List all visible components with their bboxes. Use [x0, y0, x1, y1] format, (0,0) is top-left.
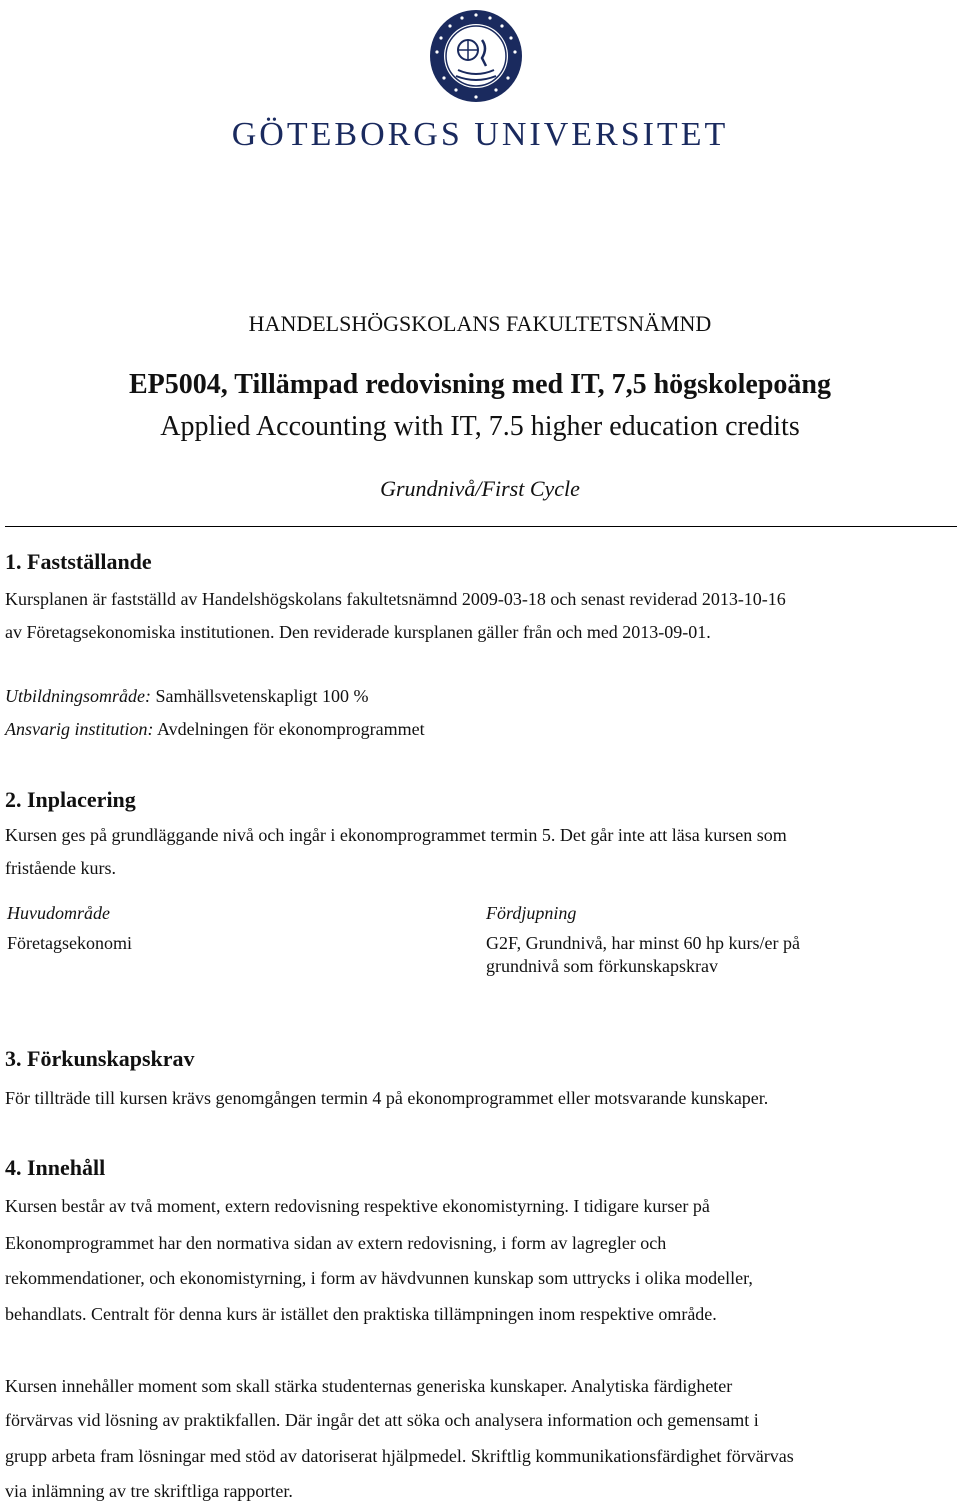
- content-paragraph-line: behandlats. Centralt för denna kurs är istället den praktiska tillämpningen inom respektive område.: [5, 1304, 717, 1324]
- content-paragraph-line: Kursen består av två moment, extern redovisning respektive ekonomistyrning. I tidigare kurser på: [5, 1196, 710, 1216]
- education-field-label: Utbildningsområde:: [5, 686, 151, 706]
- content-paragraph-line: Kursen innehåller moment som skall stärka studenternas generiska kunskaper. Analytiska färdigheter: [5, 1376, 733, 1396]
- course-title-swedish: EP5004, Tillämpad redovisning med IT, 7,5 högskolepoäng: [129, 369, 831, 400]
- university-wordmark: GÖTEBORGS UNIVERSITET: [231, 116, 729, 153]
- header-divider: [5, 526, 957, 527]
- faculty-name: HANDELSHÖGSKOLANS FAKULTETSNÄMND: [248, 311, 712, 336]
- section1-text-line: av Företagsekonomiska institutionen. Den reviderade kursplanen gäller från och med 2013-09-01.: [5, 622, 711, 642]
- content-paragraph-line: via inlämning av tre skriftliga rapporter.: [5, 1481, 293, 1501]
- education-field-value: Samhällsvetenskapligt 100 %: [155, 686, 369, 706]
- depth-value: grundnivå som förkunskapskrav: [486, 956, 718, 976]
- depth-label: Fördjupning: [486, 903, 577, 923]
- main-area-label: Huvudområde: [7, 903, 110, 923]
- section2-text-line: Kursen ges på grundläggande nivå och ingår i ekonomprogrammet termin 5. Det går inte att läsa kursen som: [5, 825, 787, 845]
- section-heading-forkunskapskrav: 3. Förkunskapskrav: [5, 1046, 195, 1071]
- course-title-english: Applied Accounting with IT, 7.5 higher education credits: [160, 411, 800, 442]
- responsible-dept-row: [5, 719, 425, 740]
- content-paragraph-line: grupp arbeta fram lösningar med stöd av datoriserat hjälpmedel. Skriftlig kommunikationsfärdighet förvärvas: [5, 1446, 794, 1466]
- university-seal-logo: [428, 6, 524, 106]
- responsible-dept-value: Avdelningen för ekonomprogrammet: [157, 719, 425, 739]
- section2-text-line: fristående kurs.: [5, 858, 116, 878]
- content-paragraph-line: rekommendationer, och ekonomistyrning, i form av hävdvunnen kunskap som uttrycks i olika modeller,: [5, 1268, 753, 1288]
- section-heading-inplacering: 2. Inplacering: [5, 787, 136, 812]
- content-paragraph-line: Ekonomprogrammet har den normativa sidan av extern redovisning, i form av lagregler och: [5, 1233, 667, 1253]
- main-area-value: Företagsekonomi: [7, 933, 132, 953]
- responsible-dept-label: Ansvarig institution:: [5, 719, 154, 739]
- content-paragraph-line: förvärvas vid lösning av praktikfallen. Där ingår det att söka och analysera information och gemensamt i: [5, 1410, 759, 1430]
- section-heading-innehall: 4. Innehåll: [5, 1155, 106, 1180]
- course-level: Grundnivå/First Cycle: [380, 476, 580, 501]
- section-heading-faststallande: 1. Fastställande: [5, 549, 152, 574]
- education-field-row: [5, 686, 368, 707]
- section1-text-line: Kursplanen är fastställd av Handelshögskolans fakultetsnämnd 2009-03-18 och senast reviderad 2013-10-16: [5, 589, 786, 609]
- section3-text: För tillträde till kursen krävs genomgången termin 4 på ekonomprogrammet eller motsvarande kunskaper.: [5, 1088, 769, 1108]
- depth-value: G2F, Grundnivå, har minst 60 hp kurs/er på: [486, 933, 801, 953]
